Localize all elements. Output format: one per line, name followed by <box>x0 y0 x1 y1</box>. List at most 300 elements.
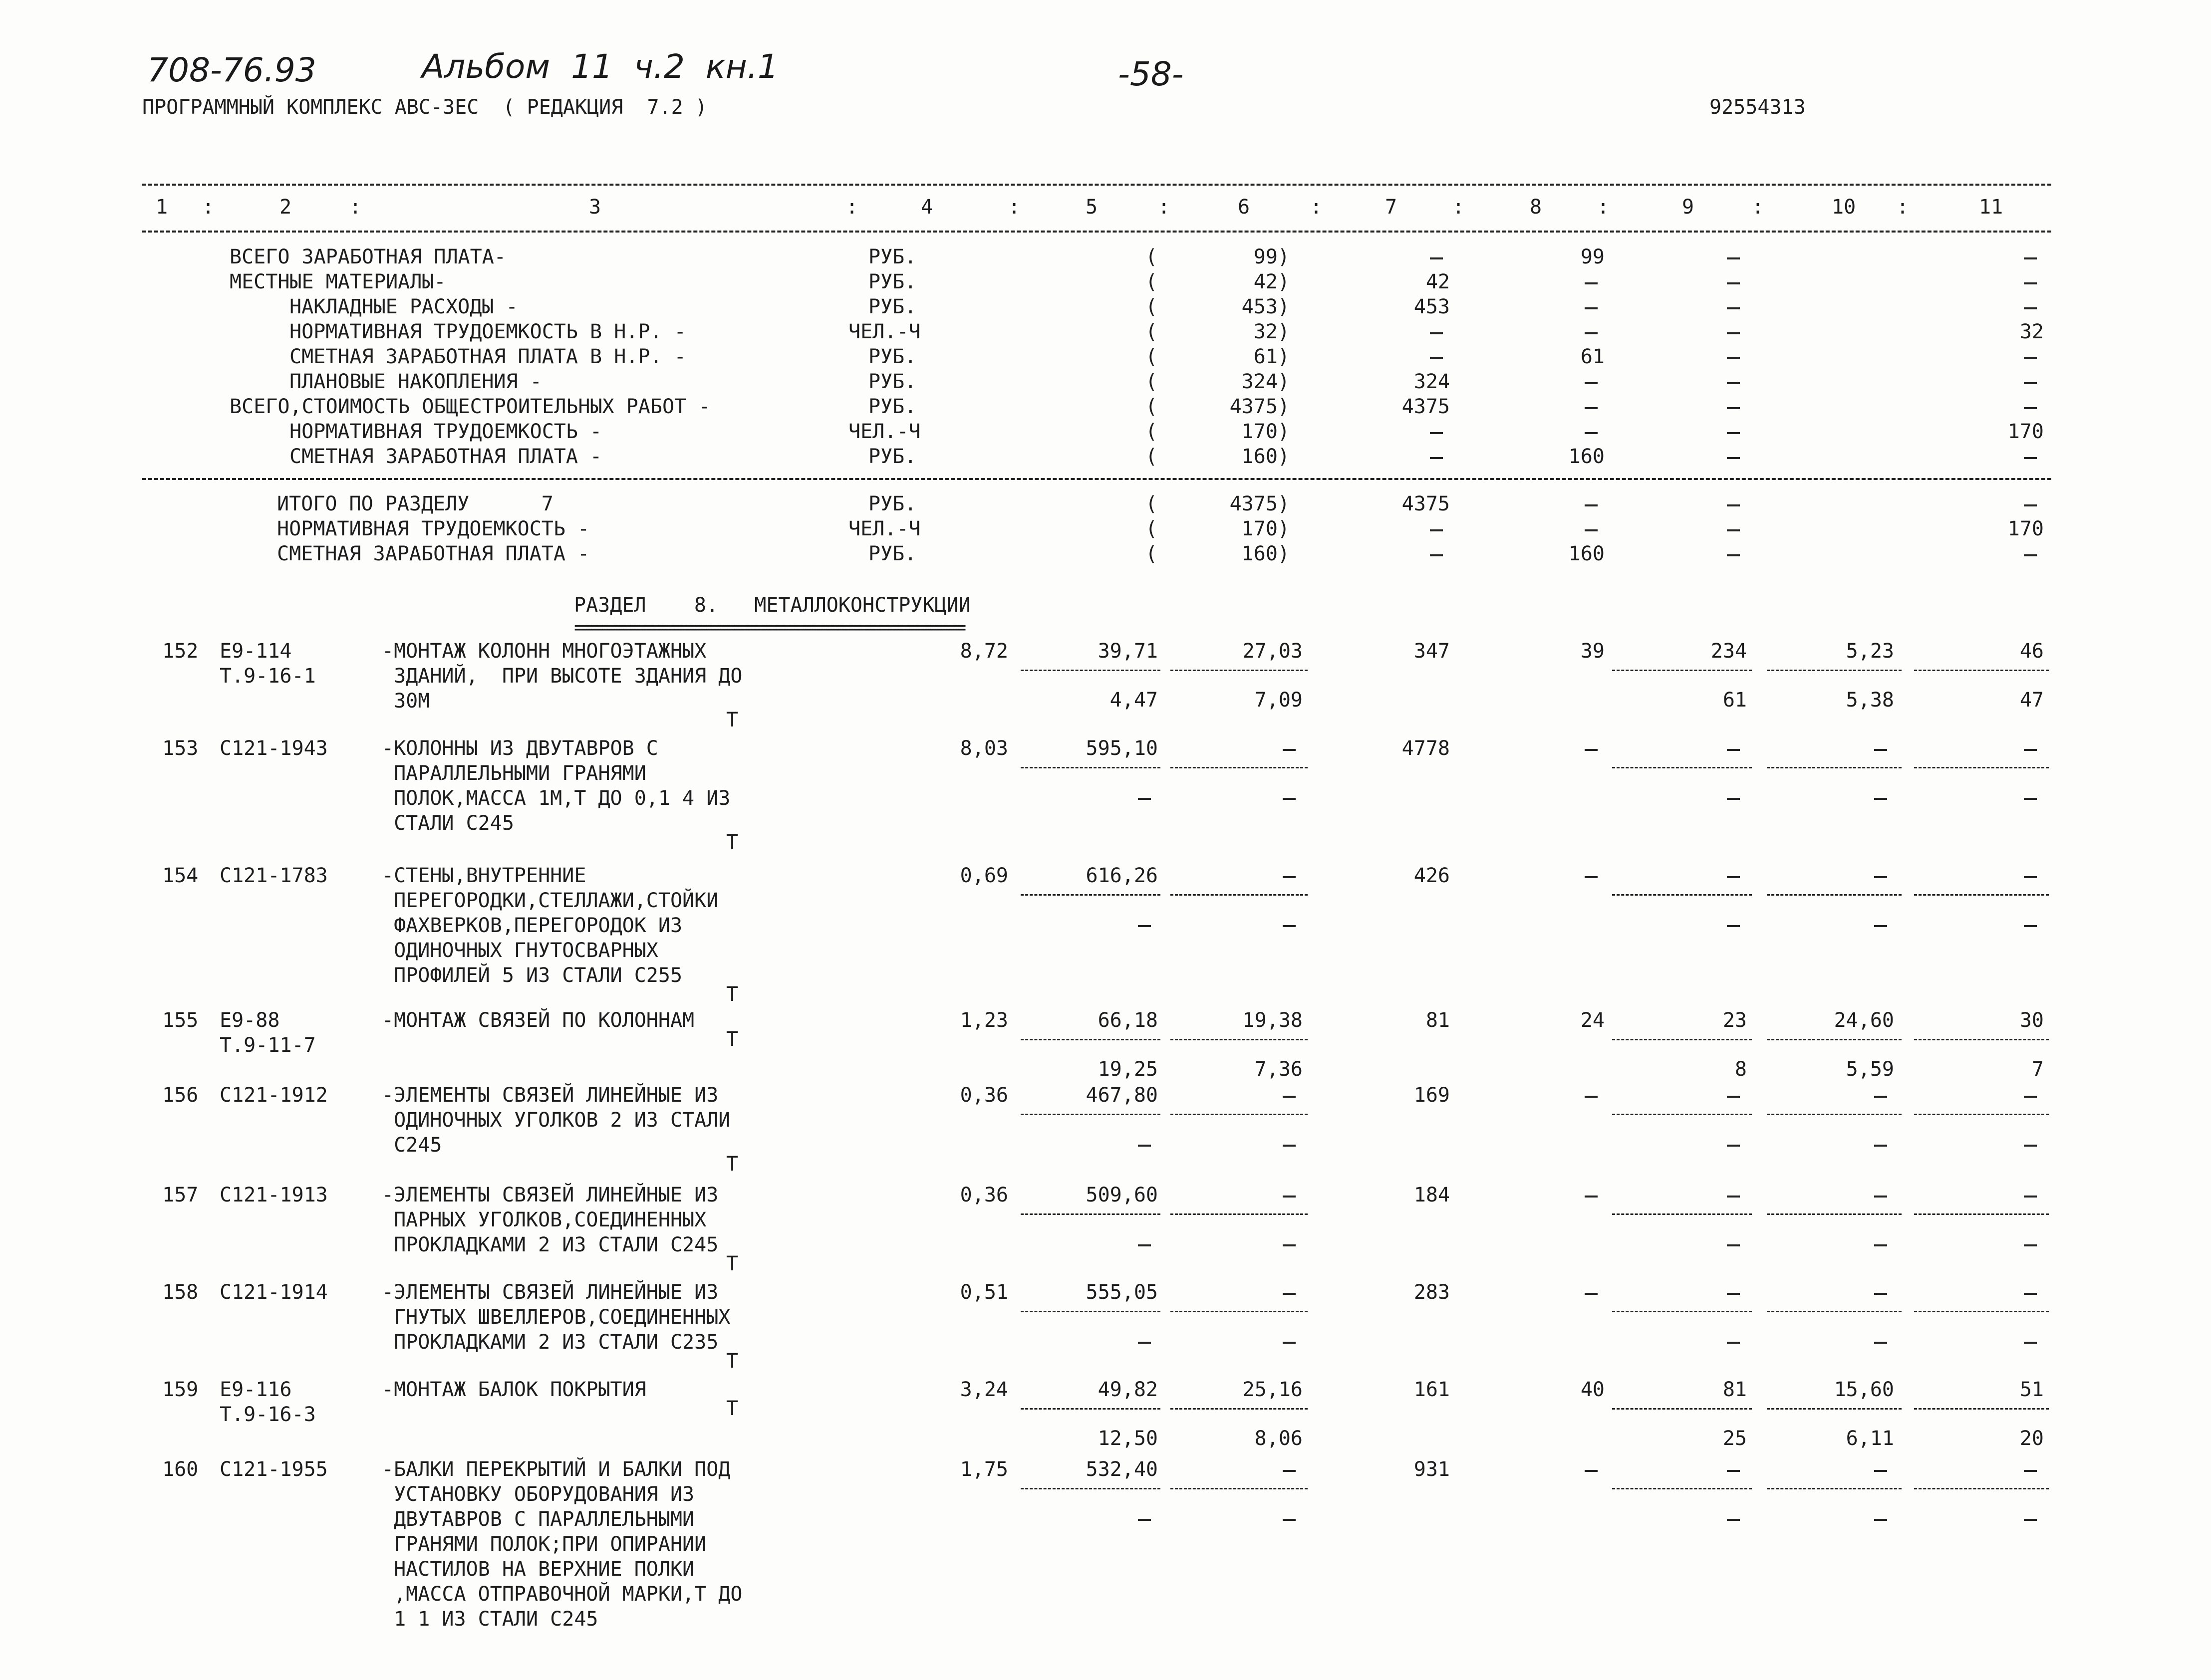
item-description: ПРОФИЛЕЙ 5 ИЗ СТАЛИ С255 <box>382 964 683 987</box>
item-col10-lower-empty-dash <box>1874 1145 1887 1147</box>
item-number: 152 <box>162 640 199 663</box>
item-col6-divider <box>1170 1114 1308 1115</box>
item-col9-empty-dash <box>1727 1196 1740 1198</box>
item-quantity: 0,51 <box>960 1281 1008 1304</box>
item-quantity: 3,24 <box>960 1378 1008 1401</box>
item-col9-divider <box>1612 1408 1752 1410</box>
section-total-col11-empty-dash <box>2024 504 2037 506</box>
column-header-11: 11 <box>1979 196 2003 219</box>
section-title: РАЗДЕЛ 8. МЕТАЛЛОКОНСТРУКЦИИ <box>574 594 971 617</box>
item-col11-lower-empty-dash <box>2024 1519 2037 1521</box>
item-description: ГНУТЫХ ШВЕЛЛЕРОВ,СОЕДИНЕННЫХ <box>382 1306 731 1329</box>
item-col6-empty-dash <box>1283 1096 1296 1098</box>
item-col11-empty-dash <box>2024 1196 2037 1198</box>
item-col6: 19,38 <box>1242 1009 1303 1032</box>
item-col6: 25,16 <box>1242 1378 1303 1401</box>
column-separator: : <box>349 196 362 219</box>
handwritten-page-number: -58- <box>1118 55 1184 93</box>
item-col6-divider <box>1170 1311 1308 1312</box>
item-price-code: Е9-88 <box>220 1009 280 1032</box>
item-col11-empty-dash <box>2024 1470 2037 1472</box>
item-col8-empty-dash <box>1585 1196 1598 1198</box>
summary-col7: 42 <box>1425 270 1450 293</box>
item-col5-lower: 4,47 <box>1109 689 1158 712</box>
item-col5-divider <box>1021 1311 1160 1312</box>
item-col9: 234 <box>1710 640 1747 663</box>
column-header-3: 3 <box>589 196 601 219</box>
item-col11-empty-dash <box>2024 876 2037 878</box>
item-col6-lower-empty-dash <box>1283 1519 1296 1521</box>
column-header-5: 5 <box>1086 196 1098 219</box>
item-number: 158 <box>162 1281 199 1304</box>
summary-unit: РУБ. <box>868 395 917 418</box>
item-col5-divider <box>1021 894 1160 896</box>
item-col6-empty-dash <box>1283 749 1296 751</box>
item-unit: Т <box>726 1028 739 1051</box>
summary-unit: ЧЕЛ.-Ч <box>848 420 921 443</box>
summary-col11-empty-dash <box>2024 257 2037 259</box>
summary-col7: 324 <box>1413 370 1450 393</box>
item-col9-lower-empty-dash <box>1727 1145 1740 1147</box>
item-price-code: С121-1912 <box>220 1084 328 1107</box>
item-description: ПЕРЕГОРОДКИ,СТЕЛЛАЖИ,СТОЙКИ <box>382 889 719 912</box>
item-col5: 555,05 <box>1086 1281 1158 1304</box>
item-col11-divider <box>1914 894 2049 896</box>
summary-col9-empty-dash <box>1727 307 1740 309</box>
item-description: -МОНТАЖ СВЯЗЕЙ ПО КОЛОННАМ <box>382 1009 695 1032</box>
column-header-10: 10 <box>1832 196 1856 219</box>
item-col6-divider <box>1170 1213 1308 1215</box>
summary-unit: РУБ. <box>868 270 917 293</box>
item-col5-divider <box>1021 1039 1160 1040</box>
section-total-col6: ( 160) <box>1145 542 1290 565</box>
item-col11-lower: 7 <box>2031 1058 2044 1081</box>
item-col7: 161 <box>1413 1378 1450 1401</box>
item-col6-lower-empty-dash <box>1283 925 1296 927</box>
item-description: -МОНТАЖ КОЛОНН МНОГОЭТАЖНЫХ <box>382 640 707 663</box>
item-col7: 283 <box>1413 1281 1450 1304</box>
section-title-underline: ======================================================== <box>574 616 962 638</box>
item-col9-empty-dash <box>1727 749 1740 751</box>
item-col6-divider <box>1170 1039 1308 1040</box>
section-total-col8-empty-dash <box>1585 529 1598 531</box>
summary-col6: ( 61) <box>1145 345 1290 368</box>
summary-label: МЕСТНЫЕ МАТЕРИАЛЫ- <box>230 270 446 293</box>
summary-unit: РУБ. <box>868 245 917 268</box>
item-col6-divider <box>1170 670 1308 671</box>
summary-unit: ЧЕЛ.-Ч <box>848 320 921 343</box>
item-price-code: С121-1913 <box>220 1184 328 1206</box>
column-separator: : <box>1452 196 1465 219</box>
item-col6-lower-empty-dash <box>1283 798 1296 800</box>
item-col9-lower-empty-dash <box>1727 798 1740 800</box>
column-header-2: 2 <box>279 196 292 219</box>
item-quantity: 8,03 <box>960 737 1008 760</box>
section-total-col8-empty-dash <box>1585 504 1598 506</box>
item-col9-lower-empty-dash <box>1727 925 1740 927</box>
summary-col6: ( 160) <box>1145 445 1290 468</box>
item-col9-lower: 8 <box>1734 1058 1747 1081</box>
item-col11-divider <box>1914 670 2049 671</box>
item-col8: 40 <box>1580 1378 1605 1401</box>
section-total-col11: 170 <box>2007 517 2044 540</box>
item-col9-divider <box>1612 1213 1752 1215</box>
item-description: ,МАССА ОТПРАВОЧНОЙ МАРКИ,Т ДО <box>382 1583 743 1606</box>
item-col11-divider <box>1914 1213 2049 1215</box>
item-col9-divider <box>1612 670 1752 671</box>
item-col10-lower-empty-dash <box>1874 1342 1887 1344</box>
item-description: УСТАНОВКУ ОБОРУДОВАНИЯ ИЗ <box>382 1483 695 1506</box>
item-number: 159 <box>162 1378 199 1401</box>
item-col9-empty-dash <box>1727 876 1740 878</box>
column-header-7: 7 <box>1385 196 1397 219</box>
item-col6-divider <box>1170 767 1308 768</box>
item-quantity: 0,36 <box>960 1084 1008 1107</box>
item-col10-lower-empty-dash <box>1874 925 1887 927</box>
item-col5: 509,60 <box>1086 1184 1158 1206</box>
item-col6-divider <box>1170 1408 1308 1410</box>
item-col11-empty-dash <box>2024 1096 2037 1098</box>
item-col10-divider <box>1767 894 1902 896</box>
summary-col8: 99 <box>1580 245 1605 268</box>
item-col5: 467,80 <box>1086 1084 1158 1107</box>
item-col11: 30 <box>2019 1009 2044 1032</box>
item-number: 155 <box>162 1009 199 1032</box>
item-col11: 46 <box>2019 640 2044 663</box>
item-description: -СТЕНЫ,ВНУТРЕННИЕ <box>382 864 586 887</box>
item-col9-lower-empty-dash <box>1727 1342 1740 1344</box>
item-col11-empty-dash <box>2024 749 2037 751</box>
summary-col9-empty-dash <box>1727 257 1740 259</box>
summary-col11-empty-dash <box>2024 307 2037 309</box>
section-totals-rule <box>142 478 2051 480</box>
item-col11-divider <box>1914 1488 2049 1489</box>
item-number: 153 <box>162 737 199 760</box>
section-total-col9-empty-dash <box>1727 554 1740 556</box>
item-col7: 184 <box>1413 1184 1450 1206</box>
item-col10-lower: 5,38 <box>1846 689 1894 712</box>
section-total-col6: ( 170) <box>1145 517 1290 540</box>
summary-col8: 160 <box>1568 445 1605 468</box>
item-col5-divider <box>1021 1114 1160 1115</box>
section-total-col11-empty-dash <box>2024 554 2037 556</box>
item-unit: Т <box>726 1350 739 1373</box>
item-col5-divider <box>1021 670 1160 671</box>
item-col5-divider <box>1021 767 1160 768</box>
item-col6-divider <box>1170 1488 1308 1489</box>
item-description: СТАЛИ С245 <box>382 812 514 835</box>
summary-col11-empty-dash <box>2024 457 2037 459</box>
item-description: -КОЛОННЫ ИЗ ДВУТАВРОВ С <box>382 737 658 760</box>
column-separator: : <box>1008 196 1021 219</box>
summary-col6: ( 170) <box>1145 420 1290 443</box>
summary-col11-empty-dash <box>2024 282 2037 284</box>
item-unit: Т <box>726 1397 739 1420</box>
column-separator: : <box>1310 196 1323 219</box>
item-sub-code: Т.9-16-3 <box>220 1403 316 1426</box>
item-col6-lower-empty-dash <box>1283 1342 1296 1344</box>
summary-col6: ( 99) <box>1145 245 1290 268</box>
item-price-code: С121-1955 <box>220 1458 328 1481</box>
item-sub-code: Т.9-11-7 <box>220 1034 316 1057</box>
section-total-unit: РУБ. <box>868 492 917 515</box>
item-col11-lower: 47 <box>2019 689 2044 712</box>
item-sub-code: Т.9-16-1 <box>220 665 316 688</box>
summary-col7-empty-dash <box>1430 432 1443 434</box>
item-number: 154 <box>162 864 199 887</box>
summary-col11-empty-dash <box>2024 357 2037 359</box>
item-unit: Т <box>726 983 739 1006</box>
item-description: ПОЛОК,МАССА 1М,Т ДО 0,1 4 ИЗ <box>382 787 731 810</box>
item-unit: Т <box>726 1153 739 1176</box>
item-col9-divider <box>1612 1114 1752 1115</box>
summary-col7: 4375 <box>1401 395 1450 418</box>
summary-col11: 32 <box>2019 320 2044 343</box>
column-separator: : <box>202 196 215 219</box>
item-col5: 532,40 <box>1086 1458 1158 1481</box>
item-col11-lower-empty-dash <box>2024 925 2037 927</box>
item-description: -ЭЛЕМЕНТЫ СВЯЗЕЙ ЛИНЕЙНЫЕ ИЗ <box>382 1084 719 1107</box>
item-col5-lower-empty-dash <box>1138 1519 1151 1521</box>
item-col9-empty-dash <box>1727 1293 1740 1295</box>
section-total-col6: ( 4375) <box>1145 492 1290 515</box>
column-header-6: 6 <box>1238 196 1250 219</box>
item-col5-lower: 19,25 <box>1098 1058 1158 1081</box>
item-col10-lower: 5,59 <box>1846 1058 1894 1081</box>
item-col6-lower-empty-dash <box>1283 1145 1296 1147</box>
summary-col9-empty-dash <box>1727 282 1740 284</box>
item-col5-lower-empty-dash <box>1138 798 1151 800</box>
item-col8-empty-dash <box>1585 1293 1598 1295</box>
item-col11-divider <box>1914 1039 2049 1040</box>
column-header-4: 4 <box>921 196 933 219</box>
section-total-unit: ЧЕЛ.-Ч <box>848 517 921 540</box>
item-col5-lower-empty-dash <box>1138 1244 1151 1246</box>
summary-col11: 170 <box>2007 420 2044 443</box>
section-total-col9-empty-dash <box>1727 529 1740 531</box>
item-col9-lower-empty-dash <box>1727 1519 1740 1521</box>
summary-col6: ( 324) <box>1145 370 1290 393</box>
item-description: ОДИНОЧНЫХ ГНУТОСВАРНЫХ <box>382 939 658 962</box>
item-col10-empty-dash <box>1874 1096 1887 1098</box>
item-description: -МОНТАЖ БАЛОК ПОКРЫТИЯ <box>382 1378 646 1401</box>
summary-col8-empty-dash <box>1585 332 1598 334</box>
summary-col8-empty-dash <box>1585 282 1598 284</box>
item-col11-divider <box>1914 767 2049 768</box>
summary-col7: 453 <box>1413 295 1450 318</box>
item-number: 156 <box>162 1084 199 1107</box>
item-unit: Т <box>726 1252 739 1275</box>
summary-col11-empty-dash <box>2024 382 2037 384</box>
item-col6-empty-dash <box>1283 1196 1296 1198</box>
item-price-code: С121-1783 <box>220 864 328 887</box>
item-unit: Т <box>726 831 739 854</box>
summary-col11-empty-dash <box>2024 407 2037 409</box>
item-col5-divider <box>1021 1408 1160 1410</box>
column-header-rule <box>142 231 2051 233</box>
item-col9: 81 <box>1722 1378 1747 1401</box>
item-col10: 15,60 <box>1834 1378 1894 1401</box>
item-col8: 39 <box>1580 640 1605 663</box>
item-description: 1 1 ИЗ СТАЛИ С245 <box>382 1608 598 1631</box>
item-description: ГРАНЯМИ ПОЛОК;ПРИ ОПИРАНИИ <box>382 1533 707 1556</box>
item-col10-divider <box>1767 767 1902 768</box>
item-col10-lower-empty-dash <box>1874 798 1887 800</box>
item-col9-lower: 25 <box>1722 1427 1747 1450</box>
summary-col8: 61 <box>1580 345 1605 368</box>
item-col10-divider <box>1767 1311 1902 1312</box>
summary-label: ПЛАНОВЫЕ НАКОПЛЕНИЯ - <box>289 370 542 393</box>
item-col11-lower-empty-dash <box>2024 1145 2037 1147</box>
item-description: ПАРАЛЛЕЛЬНЫМИ ГРАНЯМИ <box>382 762 646 785</box>
item-col11: 51 <box>2019 1378 2044 1401</box>
item-quantity: 8,72 <box>960 640 1008 663</box>
item-col10-divider <box>1767 670 1902 671</box>
item-price-code: Е9-114 <box>220 640 292 663</box>
item-col6-empty-dash <box>1283 876 1296 878</box>
summary-col6: ( 453) <box>1145 295 1290 318</box>
item-col6-lower: 7,09 <box>1254 689 1303 712</box>
item-description: С245 <box>382 1134 442 1157</box>
item-price-code: С121-1943 <box>220 737 328 760</box>
summary-label: ВСЕГО ЗАРАБОТНАЯ ПЛАТА- <box>230 245 506 268</box>
summary-col9-empty-dash <box>1727 407 1740 409</box>
item-col5-lower: 12,50 <box>1098 1427 1158 1450</box>
summary-unit: РУБ. <box>868 445 917 468</box>
item-col10-divider <box>1767 1488 1902 1489</box>
summary-unit: РУБ. <box>868 370 917 393</box>
item-col10-lower-empty-dash <box>1874 1244 1887 1246</box>
item-col11-lower-empty-dash <box>2024 1244 2037 1246</box>
column-header-9: 9 <box>1682 196 1694 219</box>
section-total-unit: РУБ. <box>868 542 917 565</box>
section-total-col7: 4375 <box>1401 492 1450 515</box>
summary-col8-empty-dash <box>1585 307 1598 309</box>
summary-col6: ( 42) <box>1145 270 1290 293</box>
item-col8-empty-dash <box>1585 1470 1598 1472</box>
item-col10-divider <box>1767 1408 1902 1410</box>
item-col9-lower-empty-dash <box>1727 1244 1740 1246</box>
section-total-label: ИТОГО ПО РАЗДЕЛУ 7 <box>277 492 553 515</box>
item-description: -БАЛКИ ПЕРЕКРЫТИЙ И БАЛКИ ПОД <box>382 1458 731 1481</box>
document-id-code: 92554313 <box>1709 96 1806 119</box>
item-description: -ЭЛЕМЕНТЫ СВЯЗЕЙ ЛИНЕЙНЫЕ ИЗ <box>382 1184 719 1206</box>
summary-col8-empty-dash <box>1585 382 1598 384</box>
item-col11-empty-dash <box>2024 1293 2037 1295</box>
summary-col9-empty-dash <box>1727 357 1740 359</box>
column-header-8: 8 <box>1530 196 1542 219</box>
column-header-1: 1 <box>156 196 168 219</box>
handwritten-document-code: 708-76.93 <box>147 51 316 89</box>
summary-col8-empty-dash <box>1585 432 1598 434</box>
item-col7: 81 <box>1425 1009 1450 1032</box>
item-description: ЗДАНИЙ, ПРИ ВЫСОТЕ ЗДАНИЯ ДО <box>382 665 743 688</box>
item-col7: 426 <box>1413 864 1450 887</box>
item-col10-lower: 6,11 <box>1846 1427 1894 1450</box>
item-col10-divider <box>1767 1213 1902 1215</box>
item-col6: 27,03 <box>1242 640 1303 663</box>
item-col6-lower: 7,36 <box>1254 1058 1303 1081</box>
section-total-col7-empty-dash <box>1430 529 1443 531</box>
item-col10-empty-dash <box>1874 749 1887 751</box>
item-number: 157 <box>162 1184 199 1206</box>
item-col5: 616,26 <box>1086 864 1158 887</box>
item-col5-divider <box>1021 1488 1160 1489</box>
item-col5: 595,10 <box>1086 737 1158 760</box>
summary-col6: ( 4375) <box>1145 395 1290 418</box>
item-col5: 66,18 <box>1098 1009 1158 1032</box>
item-col6-empty-dash <box>1283 1293 1296 1295</box>
item-col10-lower-empty-dash <box>1874 1519 1887 1521</box>
item-col7: 4778 <box>1401 737 1450 760</box>
item-quantity: 1,75 <box>960 1458 1008 1481</box>
item-description: 30М <box>382 690 430 713</box>
item-col9-divider <box>1612 1311 1752 1312</box>
summary-label: НОРМАТИВНАЯ ТРУДОЕМКОСТЬ - <box>289 420 602 443</box>
column-separator: : <box>1158 196 1170 219</box>
item-col9-empty-dash <box>1727 1096 1740 1098</box>
program-header: ПРОГРАММНЫЙ КОМПЛЕКС АВС-3ЕС ( РЕДАКЦИЯ 7.2 ) <box>142 96 707 119</box>
summary-col9-empty-dash <box>1727 432 1740 434</box>
summary-col9-empty-dash <box>1727 382 1740 384</box>
item-col5: 49,82 <box>1098 1378 1158 1401</box>
summary-col9-empty-dash <box>1727 332 1740 334</box>
summary-unit: РУБ. <box>868 345 917 368</box>
item-description: -ЭЛЕМЕНТЫ СВЯЗЕЙ ЛИНЕЙНЫЕ ИЗ <box>382 1281 719 1304</box>
item-col6-divider <box>1170 894 1308 896</box>
item-col6-lower-empty-dash <box>1283 1244 1296 1246</box>
item-price-code: С121-1914 <box>220 1281 328 1304</box>
summary-col6: ( 32) <box>1145 320 1290 343</box>
item-col10-divider <box>1767 1114 1902 1115</box>
column-separator: : <box>1597 196 1610 219</box>
item-description: ПРОКЛАДКАМИ 2 ИЗ СТАЛИ С235 <box>382 1331 719 1354</box>
summary-col7-empty-dash <box>1430 332 1443 334</box>
item-description: ДВУТАВРОВ С ПАРАЛЛЕЛЬНЫМИ <box>382 1508 695 1531</box>
item-col11-divider <box>1914 1408 2049 1410</box>
item-col8-empty-dash <box>1585 876 1598 878</box>
item-col11-lower: 20 <box>2019 1427 2044 1450</box>
item-col9-divider <box>1612 1488 1752 1489</box>
summary-label: НАКЛАДНЫЕ РАСХОДЫ - <box>289 295 518 318</box>
item-description: ПРОКЛАДКАМИ 2 ИЗ СТАЛИ С245 <box>382 1233 719 1256</box>
item-col10-empty-dash <box>1874 1470 1887 1472</box>
summary-col8-empty-dash <box>1585 407 1598 409</box>
item-col9-divider <box>1612 767 1752 768</box>
column-separator: : <box>1897 196 1909 219</box>
item-price-code: Е9-116 <box>220 1378 292 1401</box>
item-col11-lower-empty-dash <box>2024 798 2037 800</box>
column-separator: : <box>1752 196 1764 219</box>
item-col5: 39,71 <box>1098 640 1158 663</box>
table-top-rule <box>142 184 2051 186</box>
item-col10: 5,23 <box>1846 640 1894 663</box>
item-col11-divider <box>1914 1311 2049 1312</box>
item-number: 160 <box>162 1458 199 1481</box>
item-description: ФАХВЕРКОВ,ПЕРЕГОРОДОК ИЗ <box>382 914 683 937</box>
item-col10-empty-dash <box>1874 876 1887 878</box>
item-col5-lower-empty-dash <box>1138 1342 1151 1344</box>
summary-unit: РУБ. <box>868 295 917 318</box>
item-col8-empty-dash <box>1585 1096 1598 1098</box>
summary-label: ВСЕГО,СТОИМОСТЬ ОБЩЕСТРОИТЕЛЬНЫХ РАБОТ - <box>230 395 711 418</box>
item-description: НАСТИЛОВ НА ВЕРХНИЕ ПОЛКИ <box>382 1558 695 1581</box>
item-unit: Т <box>726 709 739 731</box>
item-col7: 347 <box>1413 640 1450 663</box>
item-col10-empty-dash <box>1874 1293 1887 1295</box>
summary-col9-empty-dash <box>1727 457 1740 459</box>
section-total-label: НОРМАТИВНАЯ ТРУДОЕМКОСТЬ - <box>277 517 590 540</box>
